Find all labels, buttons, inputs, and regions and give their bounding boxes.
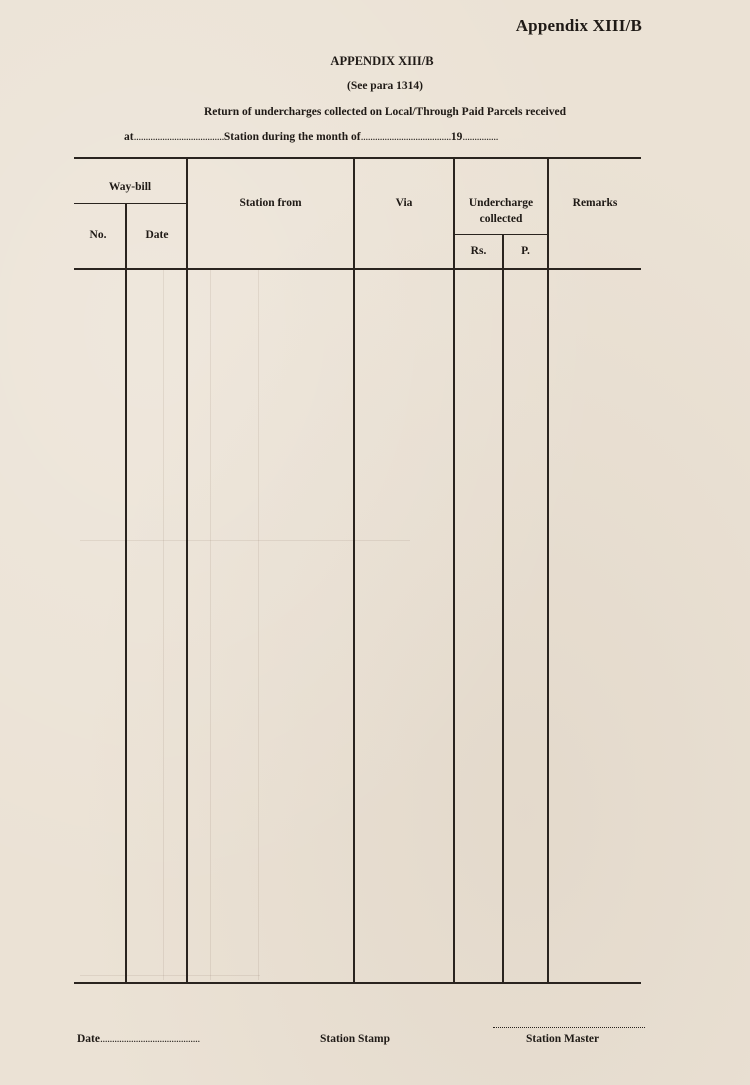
waybill-divider (74, 203, 186, 204)
bleed-line (80, 540, 410, 541)
header-no: No. (89, 229, 107, 241)
header-remarks: Remarks (572, 197, 618, 209)
column-divider-rs-p (502, 235, 504, 983)
header-rs: Rs. (470, 245, 487, 257)
header-via: Via (395, 197, 413, 209)
table-bottom-border (74, 982, 641, 984)
column-divider-no-date (125, 204, 127, 983)
bleed-line (163, 270, 164, 980)
station-stamp-label: Station Stamp (320, 1033, 390, 1045)
station-master-label: Station Master (526, 1033, 600, 1045)
date-label: Date (77, 1033, 100, 1045)
header-way-bill: Way-bill (108, 181, 152, 193)
header-undercharge: Undercharge (468, 197, 534, 209)
at-label: at (124, 131, 134, 143)
year-label: 19 (450, 131, 463, 143)
column-divider-undercharge-remarks (547, 157, 549, 983)
column-divider-via-undercharge (453, 157, 455, 983)
signature-line (493, 1027, 645, 1028)
station-month-label: Station during the month of (223, 131, 361, 143)
header-date: Date (145, 229, 169, 241)
column-divider-station-via (353, 157, 355, 983)
year-blank: ............... (462, 131, 498, 143)
form-subtitle: (See para 1314) (346, 80, 423, 92)
header-p: P. (521, 245, 530, 257)
form-title: APPENDIX XIII/B (330, 54, 434, 68)
footer-date (77, 1033, 200, 1045)
station-blank: ...................................... (133, 131, 224, 143)
station-month-line (124, 131, 604, 143)
column-divider-date-station (186, 157, 188, 983)
date-blank: .......................................... (100, 1033, 200, 1045)
appendix-corner-label: Appendix XIII/B (515, 16, 642, 35)
form-heading: Return of undercharges collected on Local/Through Paid Parcels received (203, 106, 566, 118)
bleed-line (210, 270, 211, 980)
table-top-border (74, 157, 641, 159)
header-station-from: Station from (239, 197, 302, 209)
bleed-line (80, 975, 260, 976)
header-bottom-border (74, 268, 641, 270)
undercharge-divider (454, 234, 548, 235)
header-collected: collected (479, 213, 523, 225)
month-blank: ...................................... (360, 131, 451, 143)
bleed-line (258, 270, 259, 980)
